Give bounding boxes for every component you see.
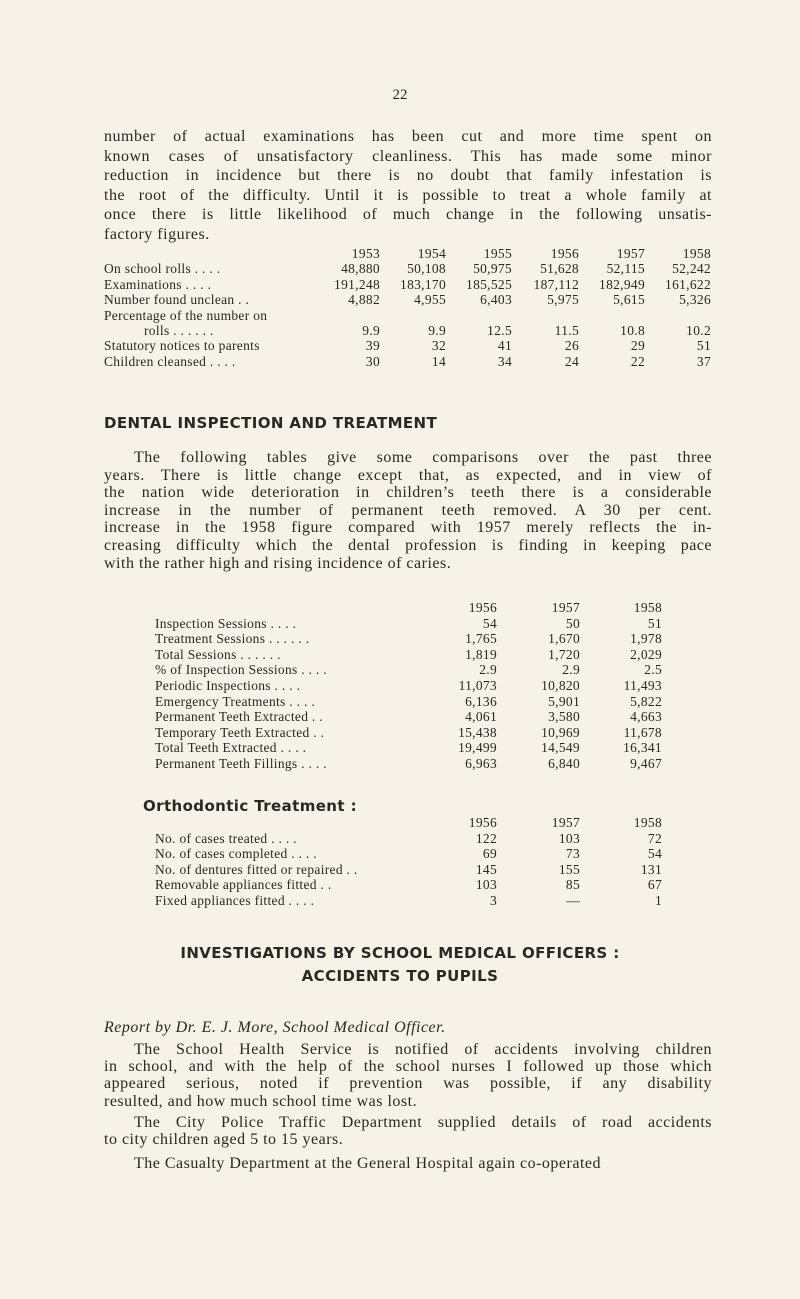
column-header-year: 1958 <box>682 246 711 261</box>
row-label: Fixed appliances fitted . . . . <box>155 893 315 908</box>
table-row <box>155 846 662 861</box>
table-cell: 185,525 <box>466 276 512 292</box>
row-label: % of Inspection Sessions . . . . <box>155 662 327 678</box>
paragraph-line: number of actual examinations has been cut and more time spent on <box>104 128 712 145</box>
column-header-year: 1953 <box>351 246 380 261</box>
paragraph-line: resulted, and how much school time was lost. <box>104 1092 418 1110</box>
paragraph-line: factory figures. <box>104 225 210 243</box>
paragraph-line: The following tables give some comparisons over the past three <box>134 449 712 466</box>
table-cell: 29 <box>630 338 645 354</box>
paragraph-line: once there is little likelihood of much change in the following unsatis- <box>104 206 712 224</box>
table-cell: 145 <box>475 861 497 877</box>
paragraph-line: the nation wide deterioration in children’s teeth there is a considerable <box>104 484 712 502</box>
row-label: Total Sessions . . . . . . <box>155 646 281 662</box>
accidents-subheading: ACCIDENTS TO PUPILS <box>301 967 499 985</box>
dental-paragraph <box>104 449 712 572</box>
table-cell: 11,073 <box>458 678 497 693</box>
table-header-row <box>155 600 662 615</box>
row-label: Removable appliances fitted . . <box>155 877 332 893</box>
table-cell: 2.9 <box>479 662 497 678</box>
table-cell: 5,822 <box>630 693 662 709</box>
table-cell: 50,975 <box>473 261 512 277</box>
table-row <box>155 694 662 709</box>
table-cell: 1,670 <box>548 631 580 647</box>
row-label: Permanent Teeth Fillings . . . . <box>155 756 327 771</box>
table-row <box>155 740 662 755</box>
table-cell: 191,248 <box>334 276 380 292</box>
table-cell: 52,242 <box>672 261 711 277</box>
table-row <box>155 709 662 724</box>
table-cell: 9.9 <box>428 323 446 338</box>
orthodontic-heading: Orthodontic Treatment : <box>143 797 357 815</box>
table-row <box>155 893 662 908</box>
table-row <box>104 277 711 292</box>
table-cell: 1 <box>654 893 662 908</box>
table-cell: 5,975 <box>547 292 579 308</box>
table-cell: 54 <box>647 846 662 862</box>
column-header-year: 1956 <box>468 815 497 830</box>
table-cell: — <box>566 893 580 908</box>
table-cell: 10,969 <box>541 724 580 740</box>
column-header-year: 1955 <box>483 246 512 261</box>
table-cell: 5,326 <box>679 292 711 308</box>
table-cell: 51,628 <box>540 261 579 277</box>
row-label: Total Teeth Extracted . . . . <box>155 740 307 756</box>
investigations-heading: INVESTIGATIONS BY SCHOOL MEDICAL OFFICERS : <box>180 944 620 962</box>
row-label: Statutory notices to parents <box>104 338 260 354</box>
table-row <box>155 631 662 646</box>
row-label: Examinations . . . . <box>104 276 212 292</box>
table-row <box>155 756 662 771</box>
table-cell: 2,029 <box>630 646 662 662</box>
table-cell: 73 <box>565 846 580 862</box>
dental-heading: DENTAL INSPECTION AND TREATMENT <box>104 414 438 432</box>
row-label: No. of cases completed . . . . <box>155 846 317 862</box>
paragraph-line: The City Police Traffic Department supplied details of road accidents <box>134 1114 712 1131</box>
table-cell: 41 <box>497 338 512 354</box>
table-cell: 10.2 <box>686 323 711 338</box>
table-cell: 182,949 <box>599 276 645 292</box>
table-cell: 9,467 <box>630 756 662 771</box>
row-label: Children cleansed . . . . <box>104 353 236 369</box>
table-row <box>104 323 711 338</box>
table-cell: 39 <box>365 338 380 354</box>
table-cell: 14,549 <box>541 740 580 756</box>
table-cell: 155 <box>558 861 580 877</box>
table-cell: 51 <box>647 615 662 631</box>
table-cell: 52,115 <box>606 261 645 277</box>
row-label: Permanent Teeth Extracted . . <box>155 709 323 725</box>
paragraph-line: to city children aged 5 to 15 years. <box>104 1131 344 1149</box>
table-cell: 34 <box>497 353 512 369</box>
column-header-year: 1956 <box>550 246 579 261</box>
table-cell: 122 <box>475 830 497 846</box>
table-row <box>155 678 662 693</box>
column-header-year: 1957 <box>551 600 580 615</box>
table-row <box>104 292 711 307</box>
table-cell: 2.9 <box>562 662 580 678</box>
table-cell: 19,499 <box>458 740 497 756</box>
table-row <box>155 831 662 846</box>
table-cell: 30 <box>365 353 380 369</box>
column-header-year: 1957 <box>551 815 580 830</box>
table-row <box>104 338 711 353</box>
closing-paragraph-1 <box>104 1041 712 1110</box>
column-header-year: 1954 <box>417 246 446 261</box>
table-cell: 16,341 <box>623 740 662 756</box>
row-label: Temporary Teeth Extracted . . <box>155 724 325 740</box>
row-label: Percentage of the number on <box>104 307 268 323</box>
row-label: No. of dentures fitted or repaired . . <box>155 861 358 877</box>
row-label: Emergency Treatments . . . . <box>155 693 316 709</box>
paragraph-line: The Casualty Department at the General Hospital again co-operated <box>134 1155 601 1172</box>
intro-paragraph <box>104 127 712 245</box>
table-cell: 10,820 <box>541 678 580 693</box>
paragraph-line: appeared serious, noted if prevention was possible, if any disability <box>104 1075 712 1093</box>
paragraph-line: increase in the 1958 figure compared with 1957 merely reflects the in- <box>104 519 712 537</box>
table-cell: 4,663 <box>630 709 662 725</box>
table-cell: 85 <box>565 877 580 893</box>
table-cell: 15,438 <box>458 724 497 740</box>
table-cell: 24 <box>564 353 579 369</box>
table-cell: 6,840 <box>548 756 580 771</box>
table-row <box>155 877 662 892</box>
table-cell: 69 <box>482 846 497 862</box>
column-header-year: 1958 <box>633 815 662 830</box>
table-cell: 10.8 <box>620 323 645 338</box>
table-cell: 11.5 <box>554 323 579 338</box>
row-label: Number found unclean . . <box>104 292 250 308</box>
table-cell: 103 <box>558 830 580 846</box>
table-cell: 3,580 <box>548 709 580 725</box>
paragraph-line: increase in the number of permanent teeth removed. A 30 per cent. <box>104 501 712 519</box>
table-cell: 3 <box>489 893 497 908</box>
table-cell: 183,170 <box>400 276 446 292</box>
table-cell: 9.9 <box>362 323 380 338</box>
table-cell: 5,615 <box>613 292 645 308</box>
table-row-label-wrap <box>104 308 711 323</box>
orthodontic-table <box>155 815 662 909</box>
table-cell: 26 <box>564 338 579 354</box>
table-cell: 4,061 <box>465 709 497 725</box>
table-cell: 6,136 <box>465 693 497 709</box>
table-row <box>155 662 662 677</box>
paragraph-line: creasing difficulty which the dental profession is finding in keeping pace <box>104 536 712 554</box>
paragraph-line: known cases of unsatisfactory cleanliness. This has made some minor <box>104 147 712 165</box>
row-label: rolls . . . . . . <box>144 323 214 338</box>
dental-table <box>155 600 662 772</box>
table-header-row <box>104 246 711 261</box>
paragraph-line: reduction in incidence but there is no doubt that family infestation is <box>104 167 712 185</box>
table-cell: 5,901 <box>548 693 580 709</box>
table-cell: 1,765 <box>465 631 497 647</box>
row-label: No. of cases treated . . . . <box>155 830 297 846</box>
table-cell: 54 <box>482 615 497 631</box>
table-row <box>104 354 711 369</box>
table-cell: 6,403 <box>480 292 512 308</box>
table-cell: 4,882 <box>348 292 380 308</box>
table-row <box>104 261 711 276</box>
table-cell: 32 <box>431 338 446 354</box>
table-cell: 103 <box>475 877 497 893</box>
table-cell: 72 <box>647 830 662 846</box>
table-cell: 37 <box>696 353 711 369</box>
table-cell: 67 <box>647 877 662 893</box>
table-cell: 12.5 <box>487 323 512 338</box>
table-cell: 1,978 <box>630 631 662 647</box>
table-cell: 48,880 <box>341 261 380 277</box>
table-cell: 131 <box>640 861 662 877</box>
closing-paragraph-2 <box>104 1114 712 1148</box>
table-cell: 11,678 <box>623 724 662 740</box>
report-byline: Report by Dr. E. J. More, School Medical Officer. <box>104 1019 446 1036</box>
table-row <box>155 616 662 631</box>
column-header-year: 1957 <box>616 246 645 261</box>
row-label: Inspection Sessions . . . . <box>155 615 297 631</box>
table-cell: 6,963 <box>465 756 497 771</box>
table-header-row <box>155 815 662 830</box>
table-row <box>155 725 662 740</box>
closing-paragraph-3 <box>104 1155 712 1172</box>
table-cell: 2.5 <box>644 662 662 678</box>
table-cell: 22 <box>630 353 645 369</box>
paragraph-line: with the rather high and rising incidence of caries. <box>104 554 452 572</box>
table-cell: 50 <box>565 615 580 631</box>
table-cell: 50,108 <box>407 261 446 277</box>
cleanliness-table <box>104 246 711 370</box>
table-cell: 1,720 <box>548 646 580 662</box>
column-header-year: 1956 <box>468 600 497 615</box>
table-cell: 51 <box>696 338 711 354</box>
paragraph-line: in school, and with the help of the school nurses I followed up those which <box>104 1058 712 1076</box>
page-number: 22 <box>392 87 408 103</box>
table-cell: 4,955 <box>414 292 446 308</box>
table-row <box>155 862 662 877</box>
paragraph-line: years. There is little change except that, as expected, and in view of <box>104 466 712 484</box>
table-cell: 1,819 <box>465 646 497 662</box>
paragraph-line: The School Health Service is notified of accidents involving children <box>134 1041 712 1058</box>
table-cell: 187,112 <box>533 276 579 292</box>
table-cell: 11,493 <box>623 678 662 693</box>
paragraph-line: the root of the difficulty. Until it is possible to treat a whole family at <box>104 186 712 204</box>
table-cell: 14 <box>431 353 446 369</box>
row-label: Periodic Inspections . . . . <box>155 678 301 693</box>
table-cell: 161,622 <box>665 276 711 292</box>
row-label: Treatment Sessions . . . . . . <box>155 631 310 647</box>
row-label: On school rolls . . . . <box>104 261 221 277</box>
table-row <box>155 647 662 662</box>
column-header-year: 1958 <box>633 600 662 615</box>
